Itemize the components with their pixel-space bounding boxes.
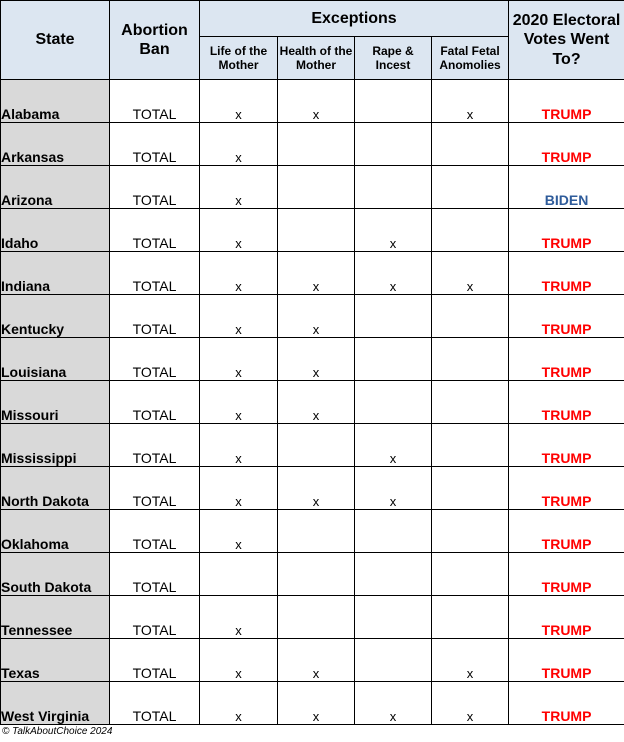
exception-life-of-mother: x: [200, 166, 278, 209]
table-row-indiana: [1, 252, 624, 295]
ban-type: TOTAL: [110, 381, 200, 424]
electoral-vote-winner: TRUMP: [509, 338, 624, 381]
header-electoral-votes: 2020 Electoral Votes Went To?: [509, 1, 624, 80]
electoral-vote-winner: TRUMP: [509, 123, 624, 166]
exception-life-of-mother: x: [200, 467, 278, 510]
exception-life-of-mother: x: [200, 123, 278, 166]
state-name: North Dakota: [1, 467, 110, 510]
electoral-vote-winner: TRUMP: [509, 424, 624, 467]
exception-life-of-mother: x: [200, 424, 278, 467]
electoral-vote-winner: TRUMP: [509, 596, 624, 639]
exception-health-of-mother: x: [278, 338, 355, 381]
exception-fatal-fetal-anomolies: [432, 381, 509, 424]
exception-health-of-mother: [278, 166, 355, 209]
exception-health-of-mother: [278, 510, 355, 553]
table-row-louisiana: [1, 338, 624, 381]
exception-health-of-mother: x: [278, 252, 355, 295]
state-name: Arizona: [1, 166, 110, 209]
table-row-west-virginia: [1, 682, 624, 725]
exception-rape-incest: [355, 80, 432, 123]
exception-health-of-mother: x: [278, 467, 355, 510]
electoral-vote-winner: TRUMP: [509, 80, 624, 123]
electoral-vote-winner: BIDEN: [509, 166, 624, 209]
ban-type: TOTAL: [110, 123, 200, 166]
exception-rape-incest: [355, 166, 432, 209]
exception-rape-incest: x: [355, 467, 432, 510]
exception-fatal-fetal-anomolies: x: [432, 682, 509, 725]
exception-life-of-mother: x: [200, 510, 278, 553]
exception-fatal-fetal-anomolies: [432, 166, 509, 209]
exception-fatal-fetal-anomolies: [432, 295, 509, 338]
state-name: Alabama: [1, 80, 110, 123]
electoral-vote-winner: TRUMP: [509, 295, 624, 338]
ban-type: TOTAL: [110, 252, 200, 295]
exception-health-of-mother: [278, 123, 355, 166]
electoral-vote-winner: TRUMP: [509, 252, 624, 295]
ban-type: TOTAL: [110, 510, 200, 553]
ban-type: TOTAL: [110, 166, 200, 209]
table-row-north-dakota: [1, 467, 624, 510]
table-row-idaho: [1, 209, 624, 252]
exception-fatal-fetal-anomolies: x: [432, 252, 509, 295]
exception-fatal-fetal-anomolies: [432, 209, 509, 252]
state-name: Texas: [1, 639, 110, 682]
exception-life-of-mother: x: [200, 381, 278, 424]
table-row-mississippi: [1, 424, 624, 467]
exception-fatal-fetal-anomolies: x: [432, 639, 509, 682]
state-name: South Dakota: [1, 553, 110, 596]
ban-type: TOTAL: [110, 424, 200, 467]
table-row-alabama: [1, 80, 624, 123]
exception-rape-incest: x: [355, 209, 432, 252]
exception-rape-incest: [355, 123, 432, 166]
exception-rape-incest: x: [355, 424, 432, 467]
state-name: Louisiana: [1, 338, 110, 381]
electoral-vote-winner: TRUMP: [509, 553, 624, 596]
ban-type: TOTAL: [110, 682, 200, 725]
exception-health-of-mother: [278, 424, 355, 467]
exception-health-of-mother: [278, 209, 355, 252]
exception-fatal-fetal-anomolies: [432, 424, 509, 467]
header-health-of-mother: Health of the Mother: [278, 37, 355, 80]
state-name: Mississippi: [1, 424, 110, 467]
exception-health-of-mother: x: [278, 295, 355, 338]
exception-life-of-mother: x: [200, 338, 278, 381]
table-row-oklahoma: [1, 510, 624, 553]
exception-health-of-mother: x: [278, 381, 355, 424]
ban-type: TOTAL: [110, 553, 200, 596]
ban-type: TOTAL: [110, 467, 200, 510]
state-name: Idaho: [1, 209, 110, 252]
exception-health-of-mother: x: [278, 639, 355, 682]
header-state: State: [1, 1, 110, 80]
exception-rape-incest: x: [355, 252, 432, 295]
state-name: Oklahoma: [1, 510, 110, 553]
exception-life-of-mother: x: [200, 639, 278, 682]
table-row-arizona: [1, 166, 624, 209]
copyright-credit: © TalkAboutChoice 2024: [2, 726, 113, 737]
electoral-vote-winner: TRUMP: [509, 639, 624, 682]
header-life-of-mother: Life of the Mother: [200, 37, 278, 80]
electoral-vote-winner: TRUMP: [509, 510, 624, 553]
exception-rape-incest: [355, 295, 432, 338]
ban-type: TOTAL: [110, 639, 200, 682]
header-exceptions: Exceptions: [200, 1, 509, 37]
exception-life-of-mother: [200, 553, 278, 596]
ban-type: TOTAL: [110, 80, 200, 123]
exception-fatal-fetal-anomolies: x: [432, 80, 509, 123]
exception-life-of-mother: x: [200, 596, 278, 639]
table-body: [1, 80, 624, 725]
exception-rape-incest: [355, 381, 432, 424]
exception-fatal-fetal-anomolies: [432, 510, 509, 553]
exception-health-of-mother: x: [278, 682, 355, 725]
exception-life-of-mother: x: [200, 682, 278, 725]
exception-fatal-fetal-anomolies: [432, 338, 509, 381]
table-row-kentucky: [1, 295, 624, 338]
electoral-vote-winner: TRUMP: [509, 381, 624, 424]
exception-rape-incest: [355, 596, 432, 639]
table-row-south-dakota: [1, 553, 624, 596]
table-row-texas: [1, 639, 624, 682]
header-fatal-fetal-anomolies: Fatal Fetal Anomolies: [432, 37, 509, 80]
ban-type: TOTAL: [110, 338, 200, 381]
exception-rape-incest: x: [355, 682, 432, 725]
exception-fatal-fetal-anomolies: [432, 553, 509, 596]
electoral-vote-winner: TRUMP: [509, 467, 624, 510]
table-row-missouri: [1, 381, 624, 424]
exception-life-of-mother: x: [200, 209, 278, 252]
electoral-vote-winner: TRUMP: [509, 682, 624, 725]
ban-type: TOTAL: [110, 295, 200, 338]
exception-health-of-mother: [278, 553, 355, 596]
exception-life-of-mother: x: [200, 295, 278, 338]
exception-life-of-mother: x: [200, 252, 278, 295]
state-name: Kentucky: [1, 295, 110, 338]
header-abortion-ban: Abortion Ban: [110, 1, 200, 80]
ban-type: TOTAL: [110, 209, 200, 252]
exception-health-of-mother: [278, 596, 355, 639]
state-name: Missouri: [1, 381, 110, 424]
electoral-vote-winner: TRUMP: [509, 209, 624, 252]
state-name: West Virginia: [1, 682, 110, 725]
state-name: Arkansas: [1, 123, 110, 166]
table-row-tennessee: [1, 596, 624, 639]
exception-rape-incest: [355, 338, 432, 381]
exception-fatal-fetal-anomolies: [432, 123, 509, 166]
state-name: Tennessee: [1, 596, 110, 639]
exception-fatal-fetal-anomolies: [432, 467, 509, 510]
ban-type: TOTAL: [110, 596, 200, 639]
exception-fatal-fetal-anomolies: [432, 596, 509, 639]
exception-rape-incest: [355, 553, 432, 596]
exception-life-of-mother: x: [200, 80, 278, 123]
table-row-arkansas: [1, 123, 624, 166]
exception-rape-incest: [355, 639, 432, 682]
state-name: Indiana: [1, 252, 110, 295]
exception-rape-incest: [355, 510, 432, 553]
header-rape-incest: Rape & Incest: [355, 37, 432, 80]
exception-health-of-mother: x: [278, 80, 355, 123]
